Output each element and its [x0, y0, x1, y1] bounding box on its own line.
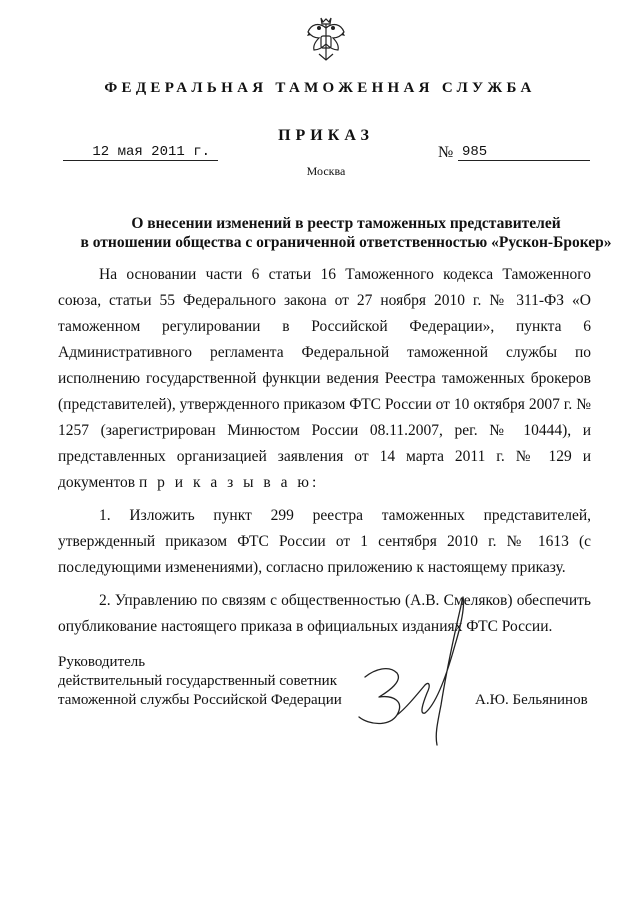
- handwritten-signature: [345, 585, 475, 760]
- signer-position-line-1: Руководитель: [58, 654, 146, 670]
- order-number-label: №: [438, 144, 454, 161]
- document-title-line-1: О внесении изменений в реестр таможенных представителей: [131, 215, 561, 232]
- document-title: [30, 214, 640, 252]
- order-item-2: 2. Управлению по связям с общественностью (А.В. Смеляков) обеспечить опубликование настоящего приказа в официальных изданиях ФТС России.: [58, 592, 591, 635]
- document-body: [58, 262, 591, 640]
- signer-name: А.Ю. Бельянинов: [475, 692, 588, 708]
- order-city: Москва: [306, 164, 346, 178]
- preamble-text: На основании части 6 статьи 16 Таможенного кодекса Таможенного союза, статьи 55 Федерального закона от 27 ноября 2010 г. № 311-ФЗ «О таможенном регулировании в Российской Федерации», пункта 6 Административного регламента Федеральной таможенной службы по исполнению государственной функции ведения Реестра таможенных брокеров (представителей), утвержденного приказом ФТС России от 10 октября 2007 г. № 1257 (зарегистрирован Минюстом России 08.11.2007, рег. № 10444), и представленных организацией заявления от 14 марта 2011 г. № 129 и документов: [58, 266, 591, 491]
- signer-position-line-2: действительный государственный советник: [58, 673, 338, 689]
- document-type-title: ПРИКАЗ: [278, 127, 374, 144]
- document-title-line-2: в отношении общества с ограниченной ответственностью «Рускон-Брокер»: [80, 234, 612, 251]
- coat-of-arms-emblem: [305, 14, 347, 66]
- order-word: п р и к а з ы в а ю:: [139, 474, 320, 491]
- signer-position-line-3: таможенной службы Российской Федерации: [58, 692, 342, 708]
- order-date: 12 мая 2011 г.: [63, 143, 218, 161]
- order-number: 985: [458, 143, 590, 161]
- preamble-paragraph: [58, 262, 591, 496]
- order-item-1: 1. Изложить пункт 299 реестра таможенных представителей, утвержденный приказом ФТС России от 1 сентября 2010 г. № 1613 (с последующими изменениями), согласно приложению к настоящему приказу.: [58, 507, 591, 576]
- agency-name: ФЕДЕРАЛЬНАЯ ТАМОЖЕННАЯ СЛУЖБА: [104, 80, 536, 96]
- signer-position: [58, 653, 358, 710]
